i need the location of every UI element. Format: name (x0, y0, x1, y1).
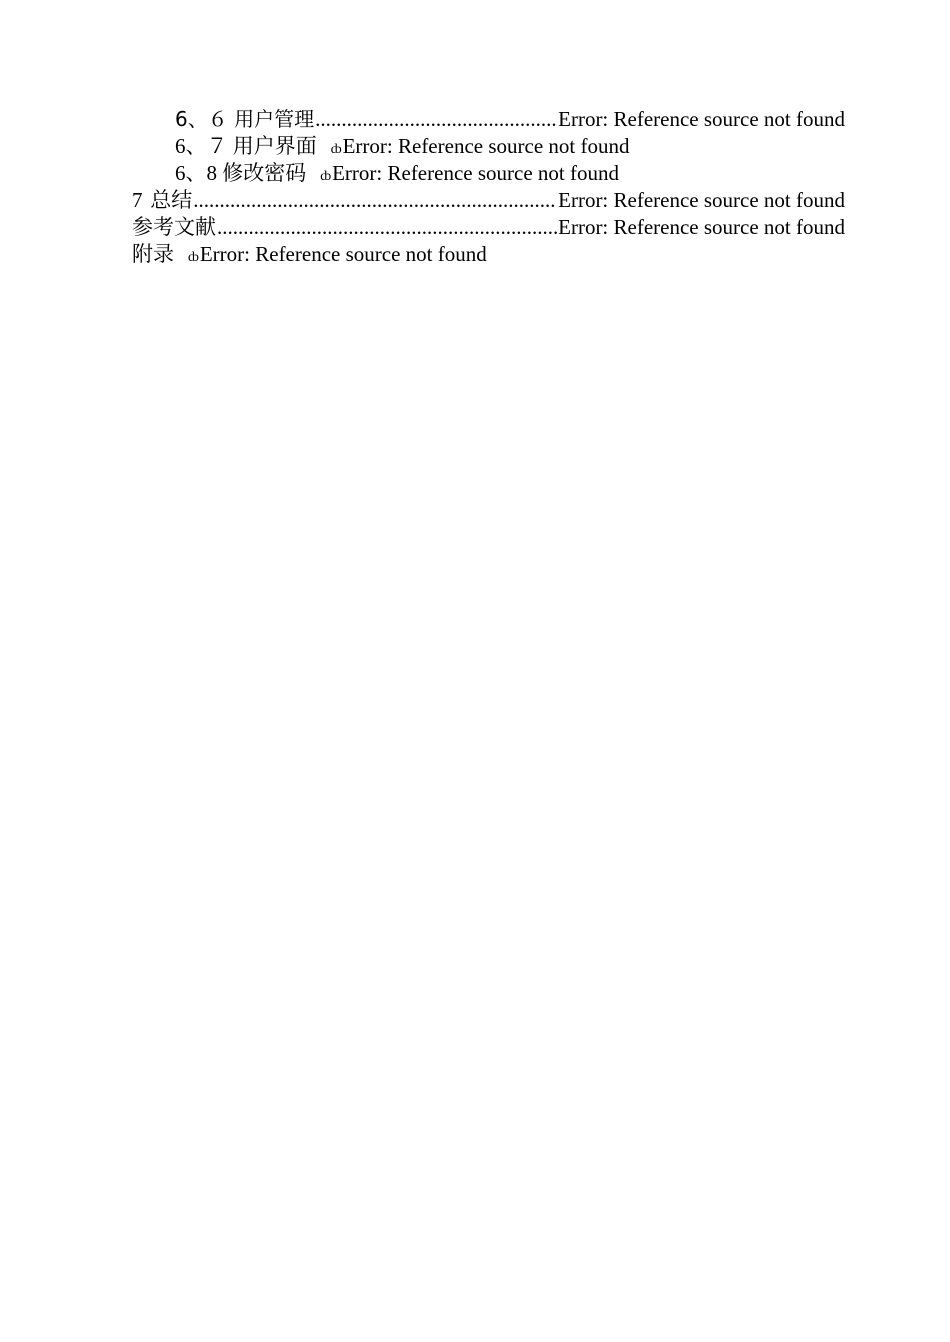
toc-entry-reference: Error: Reference source not found (558, 215, 845, 239)
tab-mark-glyph: ȸ (320, 169, 332, 184)
toc-leader-dots (315, 106, 557, 132)
toc-leader-dots (193, 187, 557, 213)
toc-entry-reference: Error: Reference source not found (199, 242, 487, 266)
toc-entry-label: 6、8 修改密码 (175, 161, 307, 185)
toc-entry-references (132, 214, 845, 240)
toc-entry-7 (132, 187, 845, 213)
toc-entry-label: 6、６ 用户管理 (175, 107, 315, 131)
toc-entry-appendix (132, 241, 487, 267)
toc-entry-6-6 (175, 106, 845, 132)
toc-leader-dots (217, 214, 557, 240)
toc-entry-label: 总结 (150, 188, 193, 212)
toc-entry-reference: Error: Reference source not found (558, 107, 845, 131)
toc-entry-reference: Error: Reference source not found (342, 134, 630, 158)
toc-entry-6-7 (175, 133, 629, 159)
toc-entry-label: 附录 (132, 242, 174, 266)
toc-entry-label: 参考文献 (132, 215, 216, 239)
toc-entry-reference: Error: Reference source not found (558, 188, 845, 212)
toc-entry-number: 7 (132, 188, 143, 212)
toc-entry-reference: Error: Reference source not found (332, 161, 619, 185)
toc-entry-6-8 (175, 160, 619, 186)
tab-mark-glyph: ȸ (188, 250, 199, 265)
tab-mark-glyph: ȸ (330, 142, 342, 157)
toc-entry-label: 6、７ 用户界面 (175, 134, 317, 158)
